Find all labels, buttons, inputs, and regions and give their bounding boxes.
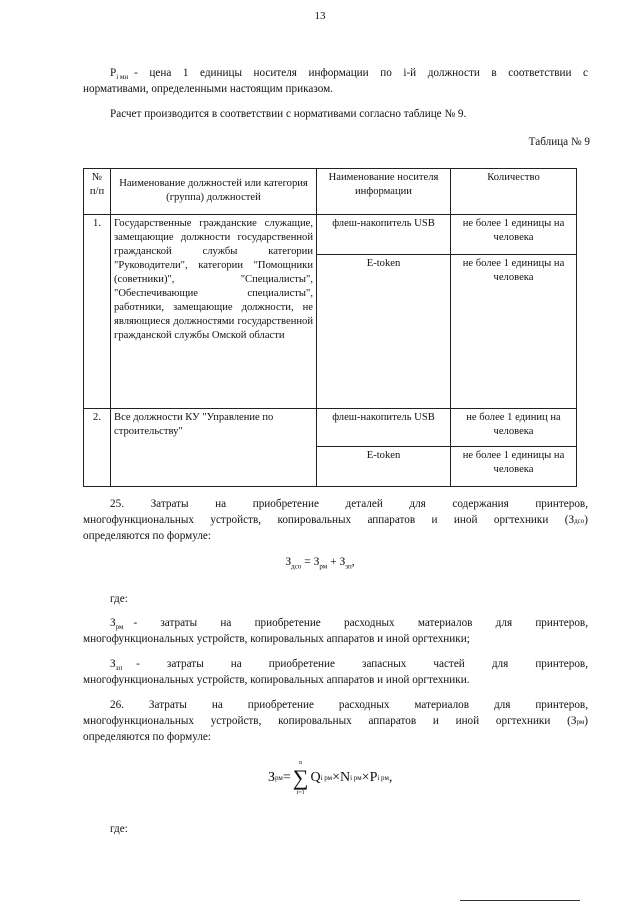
row-carrier: флеш-накопитель USB [317,215,451,255]
s26-where: где: [110,823,128,835]
row-carrier: E-token [317,255,451,409]
row-quantity: не более 1 единицы на человека [451,447,577,487]
row-quantity: не более 1 единицы на человека [451,255,577,409]
table-row [84,215,577,255]
sum-operator: n ∑ i=1 [292,760,309,796]
s26-line2: многофункциональных устройств, копировальных аппаратов и иной оргтехники (З рм ) [83,715,588,727]
p-symbol: $P_{i мн}$ [110,67,129,82]
p-definition: - цена 1 единицы носителя информации по i-й должности в соответствии с [134,67,588,79]
s25-line1: 25. Затраты на приобретение деталей для содержания принтеров, [110,498,588,510]
calc-sentence: Расчет производится в соответствии с нормативами согласно таблице № 9. [110,108,467,120]
header-num: № п/п [84,169,111,215]
s26-line1: 26. Затраты на приобретение расходных материалов для принтеров, [110,699,588,711]
table-header-row [84,169,577,215]
s25-line2: многофункциональных устройств, копировальных аппаратов и иной оргтехники (З дсо ) [83,514,588,526]
table-row [84,409,577,447]
row-carrier: E-token [317,447,451,487]
table-caption: Таблица № 9 [528,136,590,148]
row-quantity: не более 1 единицы на человека [451,215,577,255]
row-carrier: флеш-накопитель USB [317,409,451,447]
def-zrm-line2: многофункциональных устройств, копировальных аппаратов и иной оргтехники; [83,633,470,645]
header-quantity: Количество [451,169,577,215]
row-num: 1. [84,215,111,409]
s25-line3: определяются по формуле: [83,530,212,542]
s26-line3: определяются по формуле: [83,731,212,743]
row-position: Все должности КУ "Управление по строительству" [111,409,317,487]
header-carrier: Наименование носителя информации [317,169,451,215]
def-zzp-symbol: $З_{зп}$ [110,658,123,673]
header-position: Наименование должностей или категория (группа) должностей [111,169,317,215]
row-position: Государственные гражданские служащие, замещающие должности государственной гражданской службы категории "Руководители", категории "Помощники (советники)", "Специалисты", "Обеспечивающие специалисты", работники, замещающие должности, не являющиеся должностями государственной гражданской службы Омской области [111,215,317,409]
def-zrm-line1: $З_{рм}$ - затраты на приобретение расходных материалов для принтеров, [110,615,588,635]
def-zrm-symbol: $З_{рм}$ [110,617,124,632]
def-zzp-line1: $З_{зп}$ - затраты на приобретение запасных частей для принтеров, [110,656,588,676]
scan-edge-line [460,900,580,901]
page-number: 13 [314,10,326,22]
row-num: 2. [84,409,111,487]
formula-zrm: З рм = n ∑ i=1 Q i рм × N i рм × P i рм , [268,760,393,796]
norms-table [83,168,577,487]
row-quantity: не более 1 единиц на человека [451,409,577,447]
formula-zdso: $З_{дсо} = З_{рм} + З_{зп}$, [285,556,355,571]
def-zzp-line2: многофункциональных устройств, копировальных аппаратов и иной оргтехники. [83,674,470,686]
s25-where: где: [110,593,128,605]
intro-line2: нормативами, определенными настоящим приказом. [83,83,333,95]
